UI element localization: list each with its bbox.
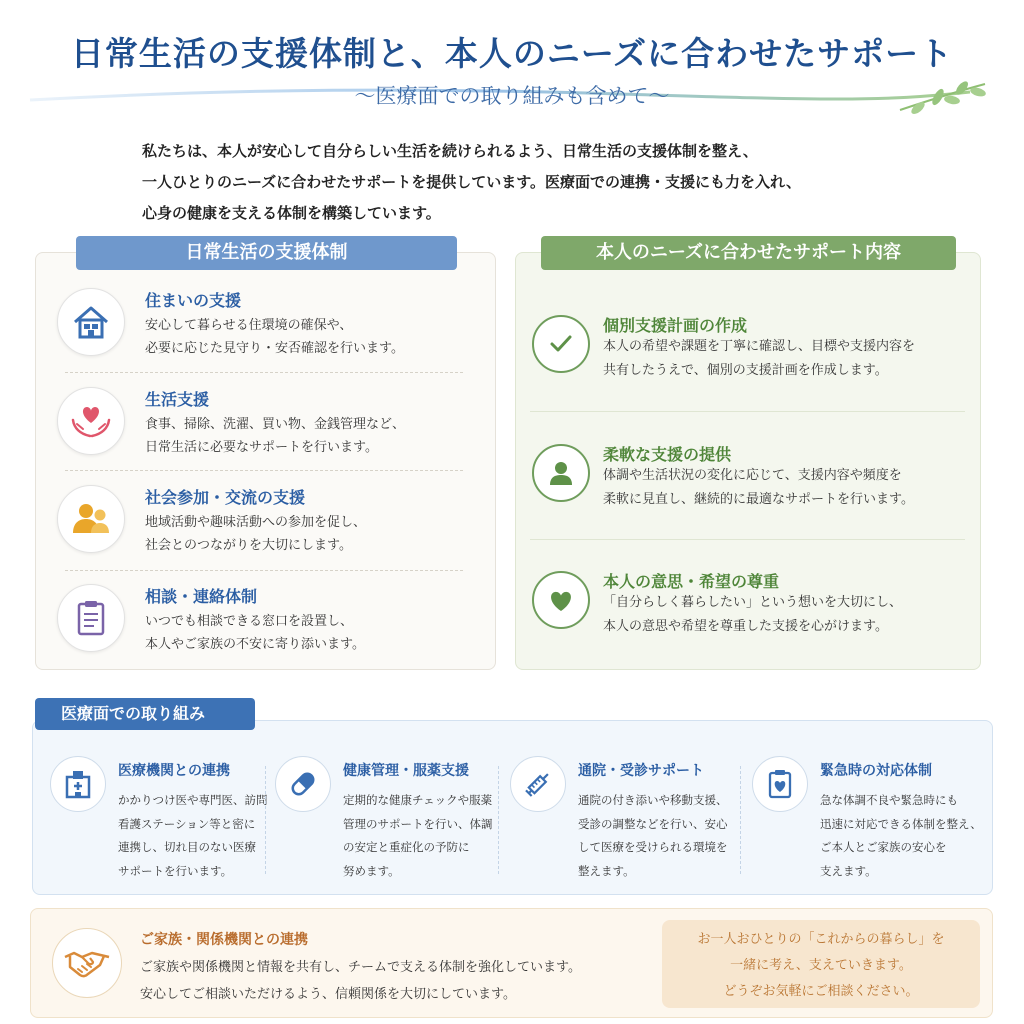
needs-item-flexible [530, 444, 970, 544]
needs-item-description [603, 464, 914, 512]
support-item-description [145, 511, 366, 557]
medical-item-title: 緊急時の対応体制 [820, 763, 932, 779]
intro-text [142, 136, 982, 229]
description-line: ご家族や関係機関と情報を共有し、チームで支える体制を強化しています。 [140, 960, 581, 975]
intro-line: 一人ひとりのニーズに合わせたサポートを提供しています。医療面での連携・支援にも力を入れ、 [142, 173, 801, 191]
handshake-icon [52, 928, 122, 998]
description-line: 定期的な健康チェックや服薬 [343, 793, 493, 807]
description-line: サポートを行います。 [118, 863, 233, 878]
needs-support-heading: 本人のニーズに合わせたサポート内容 [541, 236, 956, 270]
divider [498, 766, 499, 874]
check-icon [532, 315, 590, 373]
support-item-title: 生活支援 [145, 390, 210, 409]
description-line: 本人やご家族の不安に寄り添います。 [145, 637, 365, 652]
divider [530, 411, 965, 412]
description-line: の安定と重症化の予防に [343, 840, 470, 854]
message-line: お一人おひとりの「これからの暮らし」を [697, 932, 945, 947]
needs-item-title: 本人の意思・希望の尊重 [603, 572, 780, 591]
description-line: 共有したうえで、個別の支援計画を作成します。 [603, 363, 888, 378]
medical-item-emergency [752, 756, 987, 886]
needs-item-title: 個別支援計画の作成 [603, 316, 748, 335]
description-line: 必要に応じた見守り・安否確認を行います。 [145, 341, 404, 356]
person-icon [532, 444, 590, 502]
medical-heading: 医療面での取り組み [35, 698, 255, 730]
divider [530, 539, 965, 540]
description-line: 柔軟に見直し、継続的に最適なサポートを行います。 [603, 492, 914, 507]
description-line: 急な体調不良や緊急時にも [820, 793, 958, 807]
description-line: 社会とのつながりを大切にします。 [145, 538, 352, 553]
needs-item-description [603, 335, 915, 383]
page-subtitle: 〜医療面での取り組みも含めて〜 [354, 84, 670, 108]
divider [740, 766, 741, 874]
description-line: 迅速に対応できる体制を整え、 [820, 816, 982, 831]
description-line: 本人の意思や希望を尊重した支援を心がけます。 [603, 619, 888, 634]
support-item-description [145, 413, 405, 459]
medical-item-description [343, 789, 493, 883]
description-line: 安心して暮らせる住環境の確保や、 [145, 318, 353, 333]
divider [65, 470, 463, 471]
medical-item-visits [510, 756, 745, 886]
description-line: 努めます。 [343, 863, 400, 878]
description-line: 安心してご相談いただけるよう、信頼関係を大切にしています。 [140, 987, 516, 1002]
support-item-description [145, 610, 365, 656]
description-line: 支えます。 [820, 863, 877, 878]
description-line: 受診の調整などを行い、安心 [578, 816, 728, 831]
support-item-title: 社会参加・交流の支援 [145, 488, 306, 507]
medical-item-description [820, 789, 982, 883]
daily-support-heading: 日常生活の支援体制 [76, 236, 457, 270]
description-line: 体調や生活状況の変化に応じて、支援内容や頻度を [603, 468, 902, 483]
divider [265, 766, 266, 874]
family-description [140, 954, 581, 1008]
intro-line: 私たちは、本人が安心して自分らしい生活を続けられるよう、日常生活の支援体制を整え、 [142, 142, 758, 160]
emergency-clipboard-icon [752, 756, 808, 812]
syringe-icon [510, 756, 566, 812]
description-line: 食事、掃除、洗濯、買い物、金銭管理など、 [145, 417, 406, 432]
needs-item-respect [530, 571, 970, 671]
description-line: 看護ステーション等と密に [118, 816, 256, 831]
clipboard-icon [57, 584, 125, 652]
message-line: どうぞお気軽にご相談ください。 [723, 984, 919, 999]
needs-item-title: 柔軟な支援の提供 [603, 445, 732, 464]
needs-item-plan [530, 315, 970, 415]
support-item-social [57, 485, 477, 583]
description-line: 連携し、切れ目のない医療 [118, 840, 256, 854]
message-line: 一緒に考え、支えていきます。 [730, 958, 912, 973]
medical-item-title: 健康管理・服薬支援 [343, 763, 469, 779]
support-item-title: 住まいの支援 [145, 291, 242, 310]
support-item-description [145, 314, 404, 360]
page-title: 日常生活の支援体制と、本人のニーズに合わせたサポート [70, 34, 954, 73]
medical-item-health [275, 756, 510, 886]
description-line: ご本人とご家族の安心を [820, 840, 947, 854]
description-line: 本人の希望や課題を丁寧に確認し、目標や支援内容を [603, 339, 916, 354]
people-icon [57, 485, 125, 553]
family-title: ご家族・関係機関との連携 [140, 932, 308, 948]
description-line: 「自分らしく暮らしたい」という想いを大切にし、 [603, 595, 903, 610]
needs-item-description [603, 591, 902, 639]
medical-item-institutions [50, 756, 285, 886]
intro-line: 心身の健康を支える体制を構築しています。 [142, 204, 441, 222]
medical-item-description [118, 789, 268, 883]
description-line: かかりつけ医や専門医、訪問 [118, 793, 268, 807]
description-line: 整えます。 [578, 863, 635, 878]
hospital-icon [50, 756, 106, 812]
description-line: 通院の付き添いや移動支援、 [578, 793, 728, 807]
heart-icon [532, 571, 590, 629]
description-line: 管理のサポートを行い、体調 [343, 816, 493, 831]
description-line: 地域活動や趣味活動への参加を促し、 [145, 515, 367, 530]
capsule-icon [275, 756, 331, 812]
divider [65, 372, 463, 373]
house-icon [57, 288, 125, 356]
heart-hands-icon [57, 387, 125, 455]
message-box [662, 920, 980, 1008]
description-line: 日常生活に必要なサポートを行います。 [145, 440, 378, 455]
medical-item-title: 通院・受診サポート [578, 763, 704, 779]
medical-item-description [578, 789, 728, 883]
support-item-title: 相談・連絡体制 [145, 587, 258, 606]
divider [65, 570, 463, 571]
support-item-consultation [57, 584, 477, 682]
medical-item-title: 医療機関との連携 [118, 763, 230, 779]
description-line: して医療を受けられる環境を [578, 840, 728, 854]
description-line: いつでも相談できる窓口を設置し、 [145, 614, 354, 629]
